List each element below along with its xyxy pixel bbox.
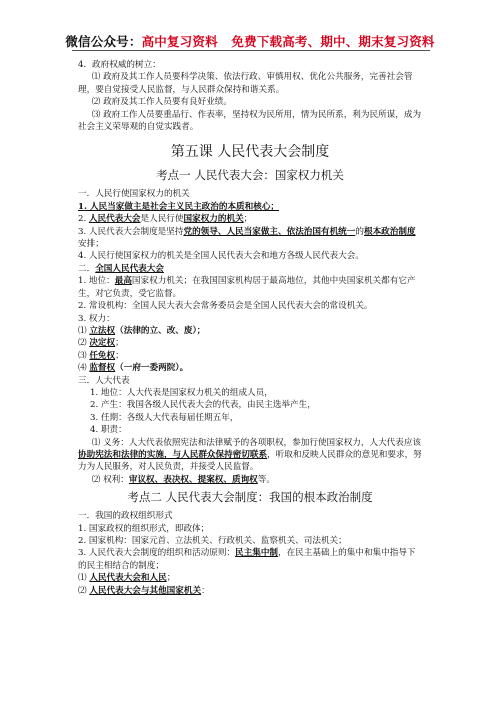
- p1-s2-item2: 2. 常设机构：全国人民大表大会常务委员会是全国人民代表大会的常设机关。: [78, 301, 373, 312]
- p1-s3-item1: 1. 地位：人大代表是国家权力机关的组成人员，: [90, 387, 273, 398]
- p1-s1-item1: 1. 人民当家做主是社会主义民主政治的本质和核心；: [78, 201, 280, 212]
- document-body: [78, 59, 422, 597]
- p2-sub2: [78, 585, 422, 597]
- p1-s3-item2: 2. 产生：我国各级人民代表大会的代表，由民主选举产生，: [90, 400, 316, 411]
- p1-s3-item4: 4. 职责：: [90, 425, 127, 436]
- p2-item2: 2. 国家机构：国家元首、立法机关、行政机关、监察机关、司法机关；: [78, 536, 347, 546]
- text-run: ⑴ 义务：人大代表依照宪法和法律赋予的各项职权，参加行使国家权力，人大代表应该: [91, 437, 422, 448]
- text-run: ⑷: [78, 363, 90, 374]
- p1-section2-heading: [78, 263, 422, 275]
- emphasis: 任免权: [89, 350, 116, 361]
- emphasis: 协助宪法和法律的实施，与人民群众保持密切联系: [78, 449, 268, 460]
- p2-item1: 1. 国家政权的组织形式，即政体；: [78, 523, 210, 534]
- intro-item4: 4．政府权威的树立：: [78, 60, 161, 70]
- text-run: 3. 人民代表大会制度的组织和活动原则：: [78, 548, 236, 559]
- text-run: 等。: [257, 474, 275, 485]
- p1-s1-item4: 4. 人民行使国家权力的机关是全国人民代表大会和地方各级人民代表大会。: [78, 251, 364, 262]
- text-run: 二．: [78, 263, 96, 274]
- text-run: ；: [115, 350, 124, 361]
- emphasis: 民主集中制: [235, 548, 279, 559]
- p1-s3-item3: 3. 任期：各级人大代表每届任期五年，: [90, 412, 239, 423]
- emphasis: 监督权: [89, 363, 116, 374]
- duty-obligation: [78, 437, 422, 474]
- text-run: ⑵ 权利：: [91, 474, 129, 485]
- duty-rights: [78, 474, 422, 486]
- power-3: [78, 350, 422, 362]
- emphasis: 根本政治制度: [363, 226, 416, 237]
- text-run: ；: [243, 214, 253, 225]
- p2-item3: [78, 547, 422, 572]
- text-run: 1. 地位：: [78, 276, 115, 287]
- emphasis: 人民代表大会和人民: [89, 573, 167, 584]
- power-1: [78, 325, 422, 337]
- text-run: 的: [355, 226, 364, 237]
- p1-s2-item1: [78, 275, 422, 300]
- banner-account-name: 高中复习资料: [141, 34, 218, 49]
- text-run: 2.: [78, 214, 89, 225]
- banner-wechat-label: 微信公众号：: [65, 34, 142, 49]
- text-run: （一府一委两院）。: [115, 363, 189, 374]
- text-run: ；: [115, 338, 124, 349]
- text-run: ⑵: [78, 585, 90, 596]
- emphasis: 最高: [114, 276, 132, 287]
- text-run: ⑴: [78, 325, 90, 336]
- intro-para-1: ⑴ 政府及其工作人员要科学决策、依法行政、审慎用权、优化公共服务，完善社会管理，要自觉接受人民监督，与人民群众保持和谐关系。: [78, 72, 413, 95]
- header-rule: [72, 50, 430, 51]
- intro-para-2: ⑵ 政府及其工作人员要有良好业绩。: [91, 97, 232, 108]
- text-run: ：: [201, 585, 210, 596]
- text-run: ⑶: [78, 350, 90, 361]
- emphasis: 党的领导、人民当家做主、依法治国有机统一: [183, 226, 356, 237]
- emphasis: 国家权力的机关: [183, 214, 244, 225]
- p2-section1-heading: 一．我国的政权组织形式: [78, 511, 173, 522]
- text-run: ⑴: [78, 573, 90, 584]
- text-run: 安排；: [78, 239, 104, 250]
- text-run: ⑵: [78, 338, 90, 349]
- lesson-title: 第五课 人民代表大会制度: [170, 144, 330, 161]
- p1-section1-heading: 一．人民行使国家权力的机关: [78, 189, 190, 200]
- power-2: [78, 337, 422, 349]
- p1-section3-heading: 三．人大代表: [78, 375, 130, 386]
- emphasis: 人民代表大会与其他国家机关: [89, 585, 202, 596]
- text-run: ，听取和反映人民群众的意见和要求，努力为人民服务，对人民负责，并接受人民监督。: [78, 449, 422, 473]
- point2-title: 考点二 人民代表大会制度：我国的根本政治制度: [127, 490, 373, 505]
- emphasis: 立法权: [89, 325, 116, 336]
- banner-download-text: 免费下载高考、期中、期末复习资料: [231, 34, 435, 49]
- text-run: 国家权力机关；在我国国家机构居于最高地位，其他中央国家机关都有它产生，对它负责，受它监督。: [78, 276, 416, 299]
- emphasis: 人民代表大会: [88, 214, 141, 225]
- p1-s2-item3: 3. 权力：: [78, 313, 115, 324]
- header-banner: [0, 32, 500, 50]
- point1-title: 考点一 人民代表大会：国家权力机关: [156, 168, 344, 183]
- text-run: ；: [166, 573, 176, 584]
- power-4: [78, 362, 422, 374]
- p2-sub1: [78, 572, 422, 584]
- text-run: 是人民行使: [140, 214, 184, 225]
- p1-s1-item2: [78, 213, 422, 225]
- text-run: （法律的立、改、废）；: [115, 325, 206, 336]
- emphasis: 审议权、表决权、提案权、质询权: [128, 474, 258, 485]
- text-run: 3. 人民代表大会制度是坚持: [78, 226, 184, 237]
- emphasis: 决定权: [89, 338, 116, 349]
- text-run: ，在民主基础上的集中和集中指导下的民主相结合的制度；: [78, 548, 416, 571]
- emphasis: 全国人民代表大会: [95, 263, 164, 274]
- intro-para-3: ⑶ 政府工作人员要重品行、作表率，坚持权为民所用，情为民所系，利为民所谋，成为社会主义荣辱观的自觉实践者。: [78, 109, 422, 133]
- p1-s1-item3: [78, 226, 422, 251]
